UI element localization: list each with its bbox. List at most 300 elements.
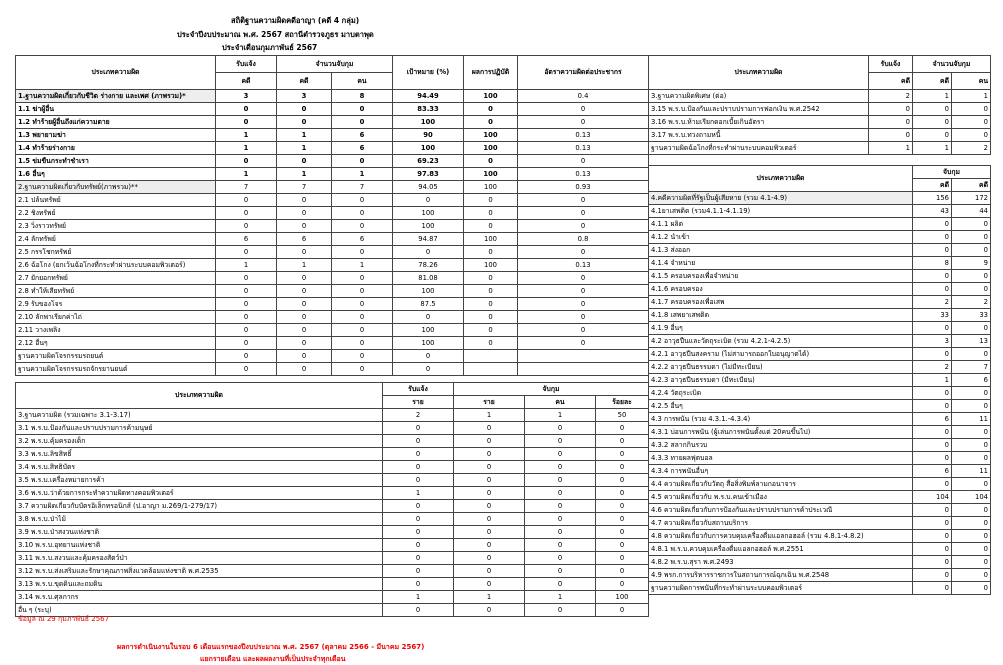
table-row — [649, 296, 991, 309]
data-date-note: ข้อมูล ณ 29 กุมภาพันธ์ 2567 — [18, 615, 110, 623]
cell-target: 100 — [393, 207, 464, 220]
cell-arrest-persons: 0 — [332, 298, 393, 311]
col-header-reported: รับแจ้ง — [216, 56, 277, 73]
cell-reported: 0 — [216, 246, 277, 259]
cell-arrest-count: 0 — [454, 461, 525, 474]
report-title: สถิติฐานความผิดคดีอาญา (คดี 4 กลุ่ม) — [231, 16, 360, 25]
row-category: 4.1.9 อื่นๆ — [649, 322, 913, 335]
cell-arrest-persons: 1 — [332, 168, 393, 181]
cell-arrest-cases: 0 — [277, 298, 332, 311]
cell-percent: 50 — [596, 409, 649, 422]
row-category: 2.3 วิ่งราวทรัพย์ — [16, 220, 216, 233]
col-header-result: ผลการปฏิบัติ — [464, 56, 518, 90]
cell-reported: 0 — [216, 285, 277, 298]
cell-arrest-count: 0 — [454, 435, 525, 448]
cell-result: 0 — [464, 285, 518, 298]
row-category: 2.6 ฉ้อโกง (ยกเว้นฉ้อโกงที่กระทำผ่านระบบคอมพิวเตอร์) — [16, 259, 216, 272]
cell-reported: 0 — [216, 324, 277, 337]
row-category: 3.4 พ.ร.บ.สิทธิบัตร — [16, 461, 383, 474]
row-category: 1.3 พยายามฆ่า — [16, 129, 216, 142]
cell-target: 78.26 — [393, 259, 464, 272]
cell-arrest-count: 0 — [454, 448, 525, 461]
cell-result: 100 — [464, 129, 518, 142]
cell-rate: 0 — [518, 207, 649, 220]
cell-arrest-cases: 0 — [913, 452, 952, 465]
cell-arrest-persons: 0 — [952, 218, 991, 231]
cell-rate: 0.8 — [518, 233, 649, 246]
cell-arrest-persons: 0 — [952, 439, 991, 452]
cell-rate: 0.13 — [518, 168, 649, 181]
row-category: 2.11 วางเพลิง — [16, 324, 216, 337]
table-row — [649, 218, 991, 231]
cell-arrest-persons: 0 — [525, 539, 596, 552]
cell-result: 100 — [464, 181, 518, 194]
cell-arrest-persons: 0 — [332, 337, 393, 350]
cell-arrest-persons: 11 — [952, 413, 991, 426]
col-header-reported: รับแจ้ง — [869, 56, 913, 73]
cell-percent: 0 — [596, 435, 649, 448]
cell-result: 100 — [464, 259, 518, 272]
cell-target: 83.33 — [393, 103, 464, 116]
row-category: 4.3 การพนัน (รวม 4.3.1.-4.3.4) — [649, 413, 913, 426]
cell-arrest-cases: 0 — [277, 194, 332, 207]
cell-arrest-cases: 0 — [913, 569, 952, 582]
table-row — [16, 422, 649, 435]
cell-arrest-count: 1 — [454, 409, 525, 422]
cell-arrest-persons: 44 — [952, 205, 991, 218]
cell-arrest-count: 0 — [454, 487, 525, 500]
cell-arrest-persons: 0 — [525, 435, 596, 448]
cell-result: 100 — [464, 142, 518, 155]
col-header-arrested: จับกุม — [454, 383, 649, 396]
cell-arrest-count: 1 — [454, 591, 525, 604]
col-header-arrested: จำนวนจับกุม — [913, 56, 991, 73]
cell-arrest-persons: 0 — [332, 103, 393, 116]
cell-arrest-cases: 1 — [277, 129, 332, 142]
table-row — [16, 246, 649, 259]
cell-reported: 0 — [383, 461, 454, 474]
cell-arrest-cases: 8 — [913, 257, 952, 270]
cell-arrest-cases: 3 — [913, 335, 952, 348]
cell-arrest-persons: 0 — [332, 272, 393, 285]
cell-reported: 0 — [383, 474, 454, 487]
cell-reported: 0 — [383, 552, 454, 565]
cell-arrest-count: 0 — [454, 539, 525, 552]
cell-arrest-cases: 0 — [913, 103, 952, 116]
cell-arrest-cases: 0 — [913, 129, 952, 142]
row-category: 2.2 ชิงทรัพย์ — [16, 207, 216, 220]
cell-target: 100 — [393, 142, 464, 155]
table-row — [16, 103, 649, 116]
table-row — [16, 220, 649, 233]
cell-percent: 0 — [596, 461, 649, 474]
col-header-count: ราย — [383, 396, 454, 409]
table-row — [649, 90, 991, 103]
cell-percent: 0 — [596, 526, 649, 539]
cell-percent: 0 — [596, 513, 649, 526]
row-category: 2.7 ยักยอกทรัพย์ — [16, 272, 216, 285]
table-row — [16, 461, 649, 474]
row-category: 2.ฐานความผิดเกี่ยวกับทรัพย์(ภาพรวม)** — [16, 181, 216, 194]
cell-arrest-cases: 0 — [913, 478, 952, 491]
cell-arrest-cases: 0 — [277, 220, 332, 233]
table-row — [16, 474, 649, 487]
cell-percent: 0 — [596, 578, 649, 591]
cell-reported: 1 — [383, 487, 454, 500]
cell-result: 0 — [464, 246, 518, 259]
cell-reported: 1 — [216, 259, 277, 272]
cell-arrest-persons: 0 — [952, 348, 991, 361]
cell-arrest-persons: 0 — [525, 565, 596, 578]
row-category: 4.1.2 นำเข้า — [649, 231, 913, 244]
row-category: 4.2 อาวุธปืนและวัตถุระเบิด (รวม 4.2.1-4.2.5) — [649, 335, 913, 348]
cell-arrest-cases: 1 — [913, 142, 952, 155]
row-category: 3.16 พ.ร.บ.ห้ามเรียกดอกเบี้ยเกินอัตรา — [649, 116, 869, 129]
cell-arrest-persons: 0 — [332, 194, 393, 207]
table-row — [649, 426, 991, 439]
cell-target: 100 — [393, 337, 464, 350]
cell-target: 100 — [393, 285, 464, 298]
cell-arrest-persons: 0 — [952, 103, 991, 116]
row-category: 4.2.3 อาวุธปืนธรรมดา (มีทะเบียน) — [649, 374, 913, 387]
cell-arrest-persons: 1 — [525, 591, 596, 604]
cell-rate — [518, 363, 649, 376]
crime-stats-table-main — [15, 55, 649, 376]
cell-rate — [518, 350, 649, 363]
table-row — [16, 337, 649, 350]
table-row — [649, 322, 991, 335]
cell-arrest-cases: 1 — [913, 374, 952, 387]
cell-arrest-cases: 1 — [913, 90, 952, 103]
cell-result: 100 — [464, 168, 518, 181]
cell-reported: 0 — [216, 350, 277, 363]
row-category: 4.1.4 จำหน่าย — [649, 257, 913, 270]
row-category: 4.1.6 ครอบครอง — [649, 283, 913, 296]
col-header-category: ประเภทความผิด — [649, 56, 869, 90]
cell-percent: 0 — [596, 422, 649, 435]
cell-arrest-cases: 0 — [913, 348, 952, 361]
cell-target: 87.5 — [393, 298, 464, 311]
cell-target: 69.23 — [393, 155, 464, 168]
cell-result: 0 — [464, 220, 518, 233]
cell-arrest-persons: 0 — [952, 129, 991, 142]
cell-percent: 100 — [596, 591, 649, 604]
table-row — [649, 569, 991, 582]
table-row — [16, 324, 649, 337]
table-row — [16, 207, 649, 220]
col-header-reported: รับแจ้ง — [383, 383, 454, 396]
row-category: 4.คดีความผิดที่รัฐเป็นผู้เสียหาย (รวม 4.1-4.9) — [649, 192, 913, 205]
cell-result: 0 — [464, 207, 518, 220]
cell-target: 94.87 — [393, 233, 464, 246]
cell-percent: 0 — [596, 474, 649, 487]
table-row — [649, 491, 991, 504]
cell-reported: 0 — [216, 298, 277, 311]
cell-arrest-persons: 0 — [525, 487, 596, 500]
row-category: 4.2.4 วัตถุระเบิด — [649, 387, 913, 400]
cell-rate: 0 — [518, 116, 649, 129]
cell-arrest-persons: 0 — [525, 461, 596, 474]
table-row — [16, 363, 649, 376]
table-row — [16, 285, 649, 298]
cell-arrest-persons: 0 — [525, 526, 596, 539]
col-header-category: ประเภทความผิด — [16, 56, 216, 90]
cell-rate: 0 — [518, 103, 649, 116]
cell-arrest-persons: 0 — [332, 116, 393, 129]
cell-arrest-cases: 7 — [277, 181, 332, 194]
row-category: 1.1 ฆ่าผู้อื่น — [16, 103, 216, 116]
cell-target: 81.08 — [393, 272, 464, 285]
cell-reported: 0 — [869, 129, 913, 142]
cell-arrest-persons: 2 — [952, 142, 991, 155]
cell-rate: 0 — [518, 298, 649, 311]
table-row — [649, 517, 991, 530]
table-row — [649, 556, 991, 569]
table-row — [16, 565, 649, 578]
table-row — [649, 413, 991, 426]
cell-arrest-persons: 0 — [525, 448, 596, 461]
row-category: 4.3.4 การพนันอื่นๆ — [649, 465, 913, 478]
cell-arrest-cases: 0 — [913, 556, 952, 569]
cell-rate: 0.13 — [518, 259, 649, 272]
cell-arrest-persons: 0 — [952, 231, 991, 244]
cell-arrest-persons: 0 — [525, 552, 596, 565]
row-category: 4.1.7 ครอบครองเพื่อเสพ — [649, 296, 913, 309]
cell-rate: 0.13 — [518, 142, 649, 155]
cell-arrest-persons: 0 — [952, 478, 991, 491]
table-row — [649, 348, 991, 361]
row-category: 2.9 รับของโจร — [16, 298, 216, 311]
row-category: 2.4 ลักทรัพย์ — [16, 233, 216, 246]
cell-result: 0 — [464, 116, 518, 129]
cell-arrest-persons: 6 — [952, 374, 991, 387]
table-row — [649, 478, 991, 491]
table-row — [16, 155, 649, 168]
col-header-person: คน — [332, 73, 393, 90]
row-category: 4.1.3 ส่งออก — [649, 244, 913, 257]
row-category: 4.7 ความผิดเกี่ยวกับสถานบริการ — [649, 517, 913, 530]
table-row — [649, 309, 991, 322]
table-row — [649, 452, 991, 465]
cell-target: 100 — [393, 116, 464, 129]
table-row — [16, 142, 649, 155]
cell-arrest-persons: 7 — [332, 181, 393, 194]
row-category: 4.2.1 อาวุธปืนสงคราม (ไม่สามารถออกใบอนุญาตได้) — [649, 348, 913, 361]
table-row — [649, 530, 991, 543]
cell-target: 0 — [393, 350, 464, 363]
cell-result: 0 — [464, 324, 518, 337]
cell-arrest-cases: 1 — [277, 168, 332, 181]
cell-reported: 0 — [216, 220, 277, 233]
table-row — [16, 487, 649, 500]
row-category: 2.10 ลักพาเรียกค่าไถ่ — [16, 311, 216, 324]
cell-arrest-persons: 6 — [332, 233, 393, 246]
table-row — [16, 435, 649, 448]
cell-target: 0 — [393, 246, 464, 259]
cell-arrest-persons: 0 — [952, 322, 991, 335]
cell-arrest-cases: 0 — [913, 116, 952, 129]
row-category: 3.10 พ.ร.บ.อุทยานแห่งชาติ — [16, 539, 383, 552]
cell-arrest-cases: 2 — [913, 361, 952, 374]
cell-result: 0 — [464, 337, 518, 350]
cell-arrest-count: 0 — [454, 500, 525, 513]
row-category: 3.3 พ.ร.บ.ลิขสิทธิ์ — [16, 448, 383, 461]
state-victim-table — [648, 165, 991, 595]
cell-arrest-persons: 0 — [952, 400, 991, 413]
table-row — [16, 591, 649, 604]
cell-arrest-persons: 0 — [952, 270, 991, 283]
cell-arrest-persons: 0 — [525, 500, 596, 513]
col-header-arrested: จำนวนจับกุม — [277, 56, 393, 73]
cell-percent: 0 — [596, 500, 649, 513]
cell-rate: 0.93 — [518, 181, 649, 194]
cell-arrest-count: 0 — [454, 526, 525, 539]
table-row — [16, 90, 649, 103]
cell-reported: 1 — [216, 142, 277, 155]
table-row — [16, 298, 649, 311]
table-row — [16, 350, 649, 363]
cell-target: 94.05 — [393, 181, 464, 194]
cell-arrest-cases: 0 — [913, 582, 952, 595]
row-category: 1.4 ทำร้ายร่างกาย — [16, 142, 216, 155]
cell-result: 100 — [464, 233, 518, 246]
col-header-target: เป้าหมาย (%) — [393, 56, 464, 90]
cell-arrest-count: 0 — [454, 578, 525, 591]
cell-result: 0 — [464, 298, 518, 311]
cell-arrest-cases: 0 — [277, 155, 332, 168]
cell-percent: 0 — [596, 487, 649, 500]
row-category: 4.3.2 สลากกินรวบ — [649, 439, 913, 452]
table-row — [649, 374, 991, 387]
table-row — [649, 103, 991, 116]
table-row — [16, 513, 649, 526]
cell-rate: 0 — [518, 337, 649, 350]
cell-arrest-persons: 0 — [952, 582, 991, 595]
cell-reported: 0 — [869, 116, 913, 129]
cell-reported: 0 — [216, 116, 277, 129]
row-category: 4.4 ความผิดเกี่ยวกับวัตถุ สื่อสิ่งพิมพ์ลามกอนาจาร — [649, 478, 913, 491]
cell-target: 0 — [393, 363, 464, 376]
cell-reported: 0 — [216, 363, 277, 376]
table-row — [649, 116, 991, 129]
row-category: 3.9 พ.ร.บ.ป่าสงวนแห่งชาติ — [16, 526, 383, 539]
cell-arrest-cases: 156 — [913, 192, 952, 205]
table-row — [16, 233, 649, 246]
row-category: 4.3.1 บ่อนการพนัน (ผู้เล่นการพนันตั้งแต่ 20คนขึ้นไป) — [649, 426, 913, 439]
table-row — [649, 257, 991, 270]
row-category: 4.3.3 ทายผลฟุตบอล — [649, 452, 913, 465]
cell-arrest-count: 0 — [454, 565, 525, 578]
row-category: 1.5 ข่มขืนกระทำชำเรา — [16, 155, 216, 168]
cell-arrest-persons: 1 — [525, 409, 596, 422]
cell-reported: 0 — [869, 103, 913, 116]
col-header-case: คดี — [869, 73, 913, 90]
cell-arrest-persons: 6 — [332, 142, 393, 155]
col-header-percent: ร้อยละ — [596, 396, 649, 409]
cell-arrest-persons: 8 — [332, 90, 393, 103]
row-category: 1.6 อื่นๆ — [16, 168, 216, 181]
cell-reported: 1 — [216, 168, 277, 181]
cell-arrest-persons: 0 — [525, 513, 596, 526]
cell-arrest-persons: 9 — [952, 257, 991, 270]
cell-arrest-persons: 0 — [332, 246, 393, 259]
cell-rate: 0 — [518, 194, 649, 207]
table-row — [16, 539, 649, 552]
cell-arrest-persons: 0 — [525, 578, 596, 591]
cell-arrest-cases: 0 — [913, 387, 952, 400]
cell-arrest-cases: 1 — [277, 142, 332, 155]
cell-arrest-cases: 43 — [913, 205, 952, 218]
row-category: ฐานความผิดการพนันที่กระทำผ่านระบบคอมพิวเตอร์ — [649, 582, 913, 595]
cell-rate: 0.13 — [518, 129, 649, 142]
table-row — [649, 400, 991, 413]
cell-arrest-persons: 0 — [952, 569, 991, 582]
table-row — [649, 361, 991, 374]
table-row — [16, 181, 649, 194]
cell-reported: 2 — [383, 409, 454, 422]
cell-percent: 0 — [596, 539, 649, 552]
cell-reported: 1 — [869, 142, 913, 155]
cell-reported: 0 — [383, 604, 454, 617]
table-row — [16, 448, 649, 461]
cell-arrest-cases: 0 — [913, 283, 952, 296]
col-header-rate: อัตราความผิดต่อประชากร — [518, 56, 649, 90]
cell-arrest-cases: 0 — [277, 246, 332, 259]
cell-result: 0 — [464, 194, 518, 207]
cell-arrest-cases: 0 — [913, 400, 952, 413]
table-row — [649, 244, 991, 257]
cell-arrest-persons: 0 — [525, 604, 596, 617]
cell-rate: 0 — [518, 220, 649, 233]
cell-arrest-count: 0 — [454, 552, 525, 565]
report-month: ประจำเดือนกุมภาพันธ์ 2567 — [222, 43, 318, 52]
col-header-person: คน — [525, 396, 596, 409]
cell-reported: 0 — [216, 207, 277, 220]
cell-percent: 0 — [596, 565, 649, 578]
cell-target: 100 — [393, 324, 464, 337]
row-category: 4.1.8 เสพยาเสพติด — [649, 309, 913, 322]
cell-reported: 0 — [383, 578, 454, 591]
row-category: 1.ฐานความผิดเกี่ยวกับชีวิต ร่างกาย และเพศ (ภาพรวม)* — [16, 90, 216, 103]
row-category: 3.14 พ.ร.บ.ศุลกากร — [16, 591, 383, 604]
cell-rate: 0 — [518, 246, 649, 259]
cell-arrest-cases: 0 — [913, 504, 952, 517]
cell-target: 94.49 — [393, 90, 464, 103]
cell-target: 0 — [393, 311, 464, 324]
report-subtitle: ประจำปีงบประมาณ พ.ศ. 2567 สถานีตำรวจภูธร มาบตาพุด — [177, 30, 374, 39]
cell-reported: 0 — [216, 194, 277, 207]
cell-percent: 0 — [596, 552, 649, 565]
cell-arrest-persons: 0 — [952, 504, 991, 517]
cell-arrest-cases: 0 — [913, 543, 952, 556]
cell-reported: 0 — [383, 539, 454, 552]
cell-arrest-persons: 1 — [332, 259, 393, 272]
cell-reported: 0 — [383, 526, 454, 539]
col-header-person: คน — [952, 73, 991, 90]
table-row — [16, 409, 649, 422]
row-category: 3.15 พ.ร.บ.ป้องกันและปราบปรามการฟอกเงิน พ.ศ.2542 — [649, 103, 869, 116]
table-row — [649, 142, 991, 155]
cell-reported: 3 — [216, 90, 277, 103]
table-row — [16, 578, 649, 591]
table-row — [16, 500, 649, 513]
row-category: 3.11 พ.ร.บ.สงวนและคุ้มครองสัตว์ป่า — [16, 552, 383, 565]
table-row — [16, 604, 649, 617]
row-category: 3.8 พ.ร.บ.ป่าไม้ — [16, 513, 383, 526]
row-category: 3.7 ความผิดเกี่ยวกับบัตรอิเล็กทรอนิกส์ (ป.อาญา ม.269/1-279/17) — [16, 500, 383, 513]
table-row — [16, 311, 649, 324]
cell-result: 0 — [464, 103, 518, 116]
